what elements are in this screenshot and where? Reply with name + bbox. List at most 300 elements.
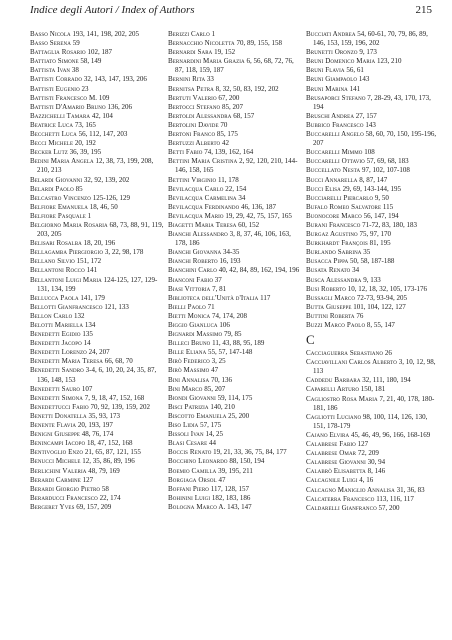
page-refs: 68, 157 (233, 111, 255, 120)
page-refs: 3, 8, 37, 46, 106, 163, 178, 186 (175, 230, 291, 248)
index-entry (168, 121, 302, 130)
author-name: Belotti Mariella (30, 321, 84, 329)
index-entry (306, 486, 440, 495)
page-refs: 14, 25 (205, 430, 223, 439)
page-refs: 38 (71, 66, 79, 75)
index-entry (30, 85, 164, 94)
author-name: Bini Annalisa (168, 375, 210, 384)
index-entry (306, 449, 440, 458)
page-refs: 32, 92, 139, 202 (83, 175, 130, 184)
index-entry (30, 448, 164, 457)
author-name: Bazzichelli Tamara (30, 111, 91, 120)
index-entry (30, 112, 164, 121)
author-name: Bevilacqua Ferdinando (168, 202, 240, 211)
page-refs: 193, 141, 198, 202, 205 (72, 30, 139, 38)
page-refs: 127 (357, 440, 369, 449)
page-refs: 30, 94 (367, 458, 386, 467)
page-refs: 11, 43, 88, 95, 189 (212, 339, 265, 348)
page-refs: 66, 68, 70 (104, 357, 133, 366)
index-entry (306, 194, 440, 203)
page-refs: 25, 200 (228, 411, 250, 420)
index-entry (306, 203, 440, 212)
index-entry (306, 321, 440, 330)
author-name: Bucciarelli Piercarlo (306, 193, 374, 202)
page-refs: 42 (222, 139, 230, 148)
author-name: Benedetti Sauro (30, 384, 81, 393)
index-entry (306, 266, 440, 275)
author-name: Bernini Rita (168, 75, 206, 84)
index-entry (306, 75, 440, 84)
page-refs: 14 (83, 339, 91, 348)
author-name: Bietti Monica (168, 311, 211, 320)
index-entry (306, 257, 440, 266)
index-entry (168, 412, 302, 421)
author-name: Brusaporci Stefano (306, 93, 366, 102)
page-refs: 22, 174 (99, 493, 121, 502)
author-name: Bertuzzi Alberto (168, 139, 221, 148)
author-name: Bevilacqua Mario (168, 211, 224, 220)
index-entry (168, 203, 302, 212)
author-name: Benigni Giuseppe (30, 430, 81, 439)
index-entry (168, 376, 302, 385)
index-entry (168, 357, 302, 366)
page-refs: 18, 20, 196 (83, 239, 116, 248)
index-entry (168, 85, 302, 94)
index-entry (168, 94, 302, 103)
author-name: Benedetti Sandro (30, 366, 84, 375)
page-refs: 12, 38, 73, 199, 208, 210, 213 (37, 157, 154, 175)
page-refs: 151, 172 (76, 257, 102, 266)
author-name: Battiato Simone (30, 57, 79, 66)
index-entry (30, 303, 164, 312)
index-entry (168, 221, 302, 230)
author-name: Belgiorno Maria Rosaria (30, 220, 108, 229)
author-name: Birò Massimo (168, 366, 210, 375)
page-refs: 101, 104, 122, 127 (353, 302, 406, 311)
author-name: Benedetti Lorenzo (30, 348, 87, 357)
author-name: Cagliostro Rosa Maria (306, 394, 378, 403)
author-name: Bianchi Giovanna (168, 248, 222, 257)
index-entry (306, 504, 440, 513)
index-entry (30, 503, 164, 512)
index-entry (30, 467, 164, 476)
author-name: Benedetti Jacopo (30, 339, 82, 348)
author-name: Bruni Giampaolo (306, 75, 358, 84)
author-name: Battisti D'Amario Bruno (30, 102, 106, 111)
index-entry (306, 94, 440, 112)
author-name: Battisti Corrado (30, 75, 83, 84)
author-name: Bohinini Luigi (168, 493, 211, 502)
author-name: Benedettucci Fabio (30, 402, 89, 411)
index-entry (306, 230, 440, 239)
index-entry (306, 312, 440, 321)
author-name: Bignardi Massimo (168, 330, 223, 339)
author-name: Bianchi Alessandro (168, 230, 228, 239)
index-entry (306, 212, 440, 221)
page-refs: 125-126, 129 (92, 193, 131, 202)
page-refs: 1 (87, 211, 92, 220)
page-refs: 48, 79, 169 (88, 466, 120, 475)
index-entry (168, 485, 302, 494)
author-name: Benincampi Iacopo (30, 439, 86, 448)
page-refs: 35 (363, 248, 371, 257)
author-name: Calcaterra Francesco (306, 494, 375, 503)
page-refs: 8, 146 (367, 467, 386, 476)
index-entry (30, 194, 164, 203)
index-entry (168, 30, 302, 39)
page-refs: 72-73, 93-94, 205 (356, 293, 407, 302)
page-refs: 39, 195, 211 (218, 466, 253, 475)
page-refs: 34 (238, 193, 246, 202)
page-refs: 29, 69, 143-144, 195 (342, 184, 401, 193)
page-refs: 18, 47, 152, 168 (86, 439, 133, 448)
author-name: Bernardini Maria Grazia (168, 57, 245, 66)
page-refs: 113, 116, 117 (376, 494, 414, 503)
page-refs: 42, 104 (91, 111, 113, 120)
author-name: Berizzi Carlo (168, 30, 210, 38)
page-refs: 107 (81, 384, 93, 393)
index-entry (168, 439, 302, 448)
author-name: Bruni Domenico Maria (306, 57, 376, 66)
page-refs: 69, 157, 209 (76, 502, 112, 511)
page-refs: 34 (352, 266, 360, 275)
index-entry (306, 185, 440, 194)
page-refs: 32, 143, 147, 193, 206 (83, 75, 147, 84)
page-refs: 27, 157 (355, 111, 377, 120)
author-name: Bielli Paolo (168, 302, 206, 311)
author-name: Belfiore Emanuela (30, 202, 88, 211)
index-entry (168, 230, 302, 248)
index-entry (168, 457, 302, 466)
author-name: Bussagli Marco (306, 293, 356, 302)
page-refs: 46, 136, 187 (241, 202, 277, 211)
author-name: Brunetti Oronzo (306, 48, 358, 57)
author-name: Bellantoni Rocco (30, 266, 85, 275)
page-refs: 8, 32, 50, 83, 192, 202 (215, 84, 279, 93)
page-refs: 75, 97, 170 (359, 230, 392, 239)
page-refs: 81, 195 (369, 239, 391, 248)
author-name: Biblioteca dell'Unità d'Italia (168, 293, 259, 302)
author-name: Bellon Carlo (30, 311, 73, 320)
index-entry (168, 185, 302, 194)
page-refs: 9, 50 (374, 193, 389, 202)
author-name: Bertoni Franco (168, 130, 216, 139)
author-name: Benetti Donatella (30, 411, 87, 420)
index-entry (168, 430, 302, 439)
page-refs: 117 (260, 293, 271, 302)
author-name: Bertoldi Alessandra (168, 111, 232, 120)
page-refs: 45, 46, 49, 96, 166, 168-169 (350, 430, 431, 439)
author-name: Bentivoglio Enzo (30, 448, 84, 457)
author-name: Bianchi Roberto (168, 257, 218, 266)
page-refs: 135 (82, 330, 93, 339)
index-entry (30, 321, 164, 330)
index-entry (30, 148, 164, 157)
page-refs: 132 (74, 311, 85, 320)
author-name: Belisari Rosalba (30, 239, 82, 248)
author-name: Bruni Flavia (306, 66, 345, 75)
page-refs: 59 (72, 39, 80, 48)
index-entry (306, 458, 440, 467)
index-entry (306, 66, 440, 75)
author-name: Benedetti Maria Teresa (30, 357, 103, 366)
index-entry (306, 495, 440, 504)
author-name: Benedetti Egidio (30, 330, 81, 339)
author-name: Calabrese Giovanni (306, 458, 366, 467)
author-name: Calcagnile Luigi (306, 476, 358, 485)
page-refs: 72, 209 (357, 449, 379, 458)
page-refs: 10, 12, 18, 32, 105, 173-176 (347, 284, 428, 293)
page-refs: 3, 22, 98, 178 (104, 248, 144, 257)
author-name: Beatrice Luca (30, 120, 74, 129)
index-entry (30, 257, 164, 266)
index-entry (306, 476, 440, 485)
index-entry (168, 75, 302, 84)
index-entry (30, 139, 164, 148)
author-name: Burgaz Agustino (306, 230, 358, 239)
index-entry (30, 157, 164, 175)
page-refs: 6, 56, 68, 72, 76, 87, 118, 159, 187 (175, 57, 294, 75)
author-name: Becci Michele (30, 139, 74, 148)
author-name: Bianchini Carlo (168, 266, 217, 275)
author-name: Bellotti Gianfrancesco (30, 302, 103, 311)
index-entry (30, 130, 164, 139)
author-name: Bernardi Sara (168, 48, 213, 57)
index-column-3 (306, 30, 440, 630)
author-name: Belardi Paolo (30, 184, 74, 193)
index-entry (306, 176, 440, 185)
index-entry (168, 339, 302, 348)
index-entry (306, 148, 440, 157)
author-name: Busi Roberto (306, 284, 346, 293)
author-name: Cagliotti Luciano (306, 412, 362, 421)
page-refs: 1 (211, 30, 216, 38)
index-entry (30, 185, 164, 194)
page-refs: 55, 57, 147-148 (208, 348, 253, 357)
author-name: Biondi Giovanni (168, 393, 216, 402)
author-name: Billeci Bruno (168, 339, 211, 348)
page-refs: 19, 21, 33, 36, 75, 84, 177 (213, 448, 287, 457)
page-refs: 70, 89, 155, 158 (236, 39, 282, 48)
page-refs: 7, 21, 40, 178, 180-181, 186 (313, 394, 435, 412)
page-refs: 54, 60-61, 70, 79, 86, 89, 146, 153, 159, 196, 202 (313, 30, 428, 48)
page-refs: 3, 25 (211, 357, 226, 366)
index-entry (30, 75, 164, 84)
page-refs: 9, 173 (359, 48, 377, 57)
page-refs: 85, 207 (222, 102, 244, 111)
index-entry (30, 357, 164, 366)
index-entry (30, 430, 164, 439)
index-column-2 (168, 30, 302, 630)
page-refs: 73, 165 (74, 120, 96, 129)
author-name: Bevilacqua Carmelina (168, 193, 237, 202)
index-entry (168, 303, 302, 312)
author-name: Bucciati Andrea (306, 30, 356, 38)
page-refs: 85, 207 (204, 384, 226, 393)
index-entry (306, 57, 440, 66)
index-letter-heading: C (306, 332, 315, 348)
index-columns (30, 30, 436, 630)
index-entry (30, 439, 164, 448)
author-name: Belcastro Vincenzo (30, 193, 91, 202)
author-name: Boccis Renato (168, 448, 212, 457)
index-entry (168, 467, 302, 476)
index-entry (306, 121, 440, 130)
index-entry (30, 94, 164, 103)
author-name: Battaglia Rosario (30, 48, 86, 57)
index-entry (306, 349, 440, 358)
index-entry (168, 448, 302, 457)
index-entry (30, 203, 164, 212)
page-refs: 3-4, 6, 10, 20, 24, 35, 87, 136, 148, 153 (37, 366, 157, 384)
page-refs: 58, 149 (80, 57, 102, 66)
index-entry (306, 30, 440, 48)
author-name: Bini Marco (168, 384, 203, 393)
page-refs: 74, 174, 208 (212, 311, 248, 320)
page-refs: 21, 65, 87, 121, 155 (84, 448, 141, 457)
index-entry (306, 130, 440, 148)
page-refs: 18, 46, 50 (89, 202, 118, 211)
index-entry (306, 385, 440, 394)
author-name: Buccarelli Angelo (306, 130, 364, 139)
index-entry (168, 248, 302, 257)
author-name: Busata Renato (306, 266, 351, 275)
page-refs: 71 (207, 302, 215, 311)
author-name: Cajano Elvira (306, 430, 350, 439)
index-entry (30, 330, 164, 339)
index-entry (30, 412, 164, 421)
page-refs: 57, 69, 68, 183 (366, 157, 409, 166)
index-entry (168, 366, 302, 375)
author-name: Calcagno Maniglio Annalisa (306, 485, 395, 494)
page-refs: 68, 73, 88, 91, 119, 203, 205 (37, 220, 164, 239)
author-name: Burlando Sabrina (306, 248, 362, 257)
author-name: Bellantoni Luigi Maria (30, 275, 102, 284)
page-refs: 67, 200 (218, 93, 240, 102)
index-entry (30, 294, 164, 303)
author-name: Bruni Marina (306, 84, 348, 93)
index-entry (168, 494, 302, 503)
author-name: Calabrese Omar (306, 449, 357, 458)
page-refs: 70, 92, 139, 159, 202 (90, 402, 151, 411)
index-entry (306, 166, 440, 175)
page-refs: 35, 93, 173 (88, 411, 121, 420)
page-refs: 88, 150, 194 (229, 457, 265, 466)
page-refs: 141 (349, 84, 361, 93)
page-refs: 74, 139, 162, 164 (204, 148, 254, 157)
page-refs: 182, 183, 186 (211, 493, 251, 502)
page-refs: 48, 76, 174 (81, 430, 114, 439)
page-refs: 58, 60, 70, 150, 195-196, 207 (313, 130, 437, 148)
page-refs: 12, 35, 86, 89, 196 (82, 457, 135, 466)
author-name: Becker Lutz (30, 148, 68, 157)
index-entry (168, 257, 302, 266)
page-refs: 143 (358, 75, 370, 84)
index-entry (306, 85, 440, 94)
author-name: Betti Fabio (168, 148, 203, 157)
index-entry (168, 403, 302, 412)
author-name: Buzzi Marco Paolo (306, 321, 366, 329)
index-entry (30, 403, 164, 412)
author-name: Bergeret Yves (30, 502, 75, 511)
author-name: Burkhardt François (306, 239, 368, 248)
index-entry (168, 130, 302, 139)
author-name: Bernacchio Nicoletta (168, 39, 235, 48)
index-entry (306, 48, 440, 57)
index-entry (30, 248, 164, 257)
author-name: Buccarelli Mimmo (306, 148, 363, 157)
page-refs: 56, 61 (346, 66, 364, 75)
page-refs: 20, 193, 197 (77, 421, 113, 430)
index-entry (168, 103, 302, 112)
page-refs: 140, 210 (210, 402, 235, 411)
page-refs: 106 (219, 321, 230, 329)
page-refs: 59, 114, 175 (217, 393, 253, 402)
author-name: Biasi Vittoria (168, 284, 211, 293)
index-column-1 (30, 30, 164, 630)
page-refs: 40, 42, 84, 89, 162, 194, 196 (218, 266, 300, 275)
author-name: Battisti Francesco M. (30, 93, 98, 102)
author-name: Berarducci Francesco (30, 493, 98, 502)
index-entry (168, 139, 302, 148)
author-name: Cacciavillani Carlos Alberto (306, 358, 397, 367)
author-name: Buttini Roberta (306, 311, 355, 320)
page-refs: 7, 81 (212, 284, 227, 293)
author-name: Berardi Giorgio Pietro (30, 484, 101, 493)
author-name: Blasi Cesare (168, 439, 208, 448)
page-refs: 136, 206 (107, 102, 132, 111)
index-entry (30, 66, 164, 75)
page-refs: 50, 58, 187-188 (350, 257, 395, 266)
author-name: Bevilacqua Carlo (168, 184, 224, 193)
running-header (30, 4, 432, 22)
author-name: Biagetti Maria Teresa (168, 220, 237, 229)
author-name: Birò Federico (168, 357, 210, 366)
index-entry (168, 194, 302, 203)
author-name: Borgiaga Orsol (168, 475, 217, 484)
index-entry (306, 285, 440, 294)
index-entry (168, 39, 302, 48)
index-entry (168, 330, 302, 339)
page-refs: 8, 55, 147 (366, 321, 395, 329)
page-number: 215 (415, 4, 432, 16)
index-entry (168, 421, 302, 430)
index-entry (30, 457, 164, 466)
page-refs: 20, 192 (74, 139, 96, 148)
index-entry (168, 212, 302, 221)
page-refs: 34-35 (223, 248, 240, 257)
page-refs: 57, 175 (200, 421, 222, 430)
index-entry (306, 467, 440, 476)
page-refs: 22, 154 (225, 184, 247, 193)
author-name: Bertolini Davide (168, 120, 219, 129)
page-refs: 123, 210 (376, 57, 402, 66)
index-entry (306, 248, 440, 257)
index-entry (168, 266, 302, 275)
author-name: Bucci Annarella (306, 175, 358, 184)
page-refs: 7, 9, 18, 47, 152, 168 (84, 393, 145, 402)
page-refs: 4, 16 (359, 476, 374, 485)
index-entry (306, 276, 440, 285)
index-entry (168, 385, 302, 394)
page-refs: 32, 111, 180, 194 (362, 376, 411, 385)
author-name: Bellagamba Piergiorgio (30, 248, 104, 257)
author-name: Calabrese Fabio (306, 440, 356, 449)
page-refs: 58 (101, 484, 109, 493)
author-name: Biso Lidia (168, 421, 199, 430)
page-refs: 33 (206, 75, 214, 84)
page-refs: 31, 36, 83 (396, 485, 425, 494)
